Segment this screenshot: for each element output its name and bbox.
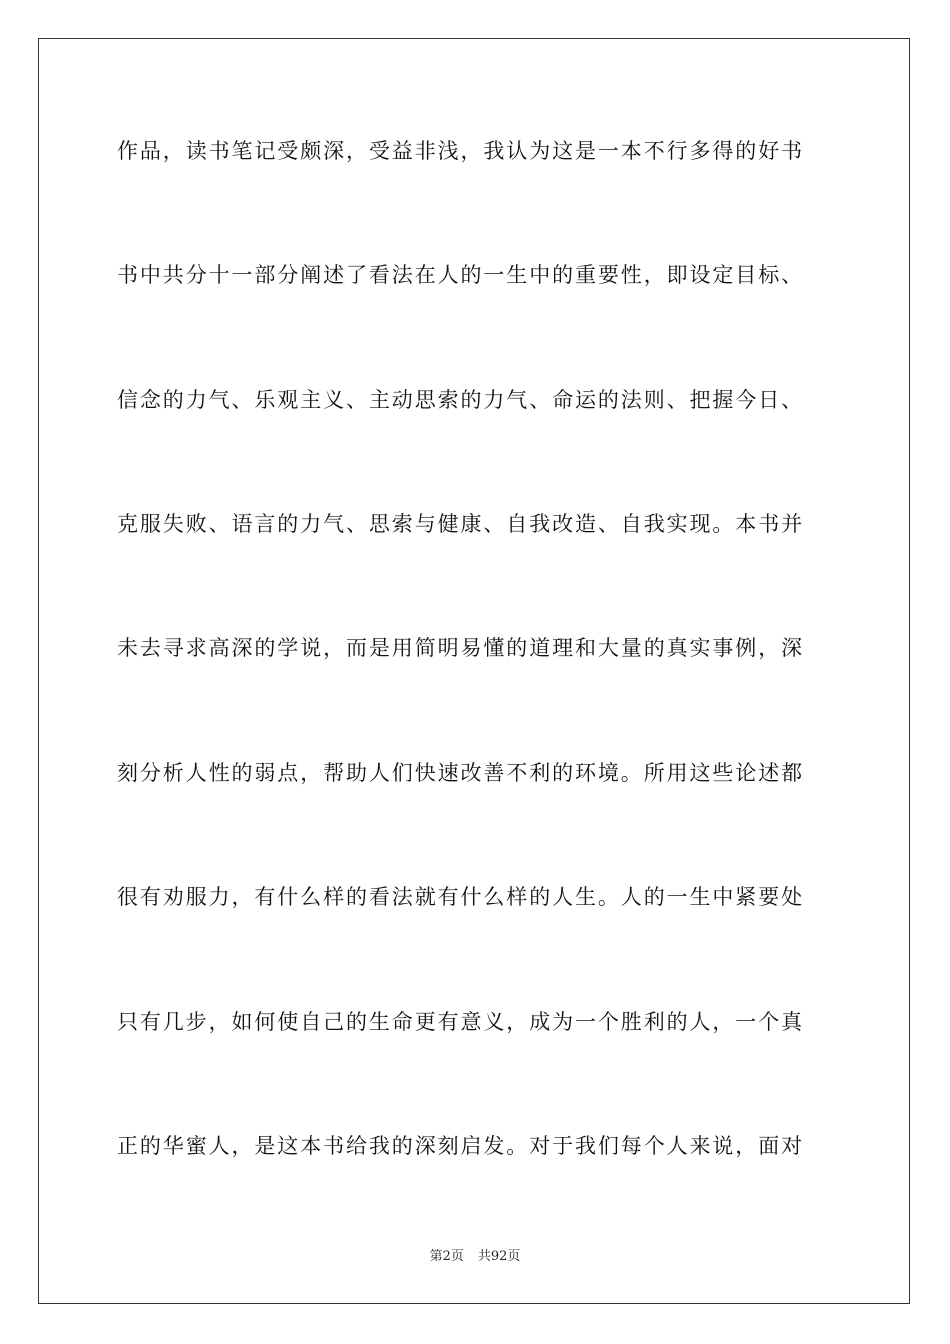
body-text-line-2: 书中共分十一部分阐述了看法在人的一生中的重要性，即设定目标、: [117, 263, 804, 287]
body-text-line-7: 很有劝服力，有什么样的看法就有什么样的人生。人的一生中紧要处: [117, 885, 804, 909]
body-text-line-9: 正的华蜜人，是这本书给我的深刻启发。对于我们每个人来说，面对: [117, 1134, 804, 1158]
body-text-line-3: 信念的力气、乐观主义、主动思索的力气、命运的法则、把握今日、: [117, 388, 804, 412]
page-border: [38, 38, 910, 1304]
body-text-line-8: 只有几步，如何使自己的生命更有意义，成为一个胜利的人，一个真: [117, 1010, 804, 1034]
body-text-line-6: 刻分析人性的弱点，帮助人们快速改善不利的环境。所用这些论述都: [117, 761, 804, 785]
body-text-line-5: 未去寻求高深的学说，而是用简明易懂的道理和大量的真实事例，深: [117, 636, 804, 660]
total-page-count: 共92页: [477, 1249, 521, 1264]
current-page-number: 第2页: [429, 1249, 464, 1264]
body-text-line-4: 克服失败、语言的力气、思索与健康、自我改造、自我实现。本书并: [117, 512, 804, 536]
body-text-line-1: 作品，读书笔记受颇深，受益非浅，我认为这是一本不行多得的好书: [117, 139, 804, 163]
page-footer: [0, 1248, 950, 1266]
